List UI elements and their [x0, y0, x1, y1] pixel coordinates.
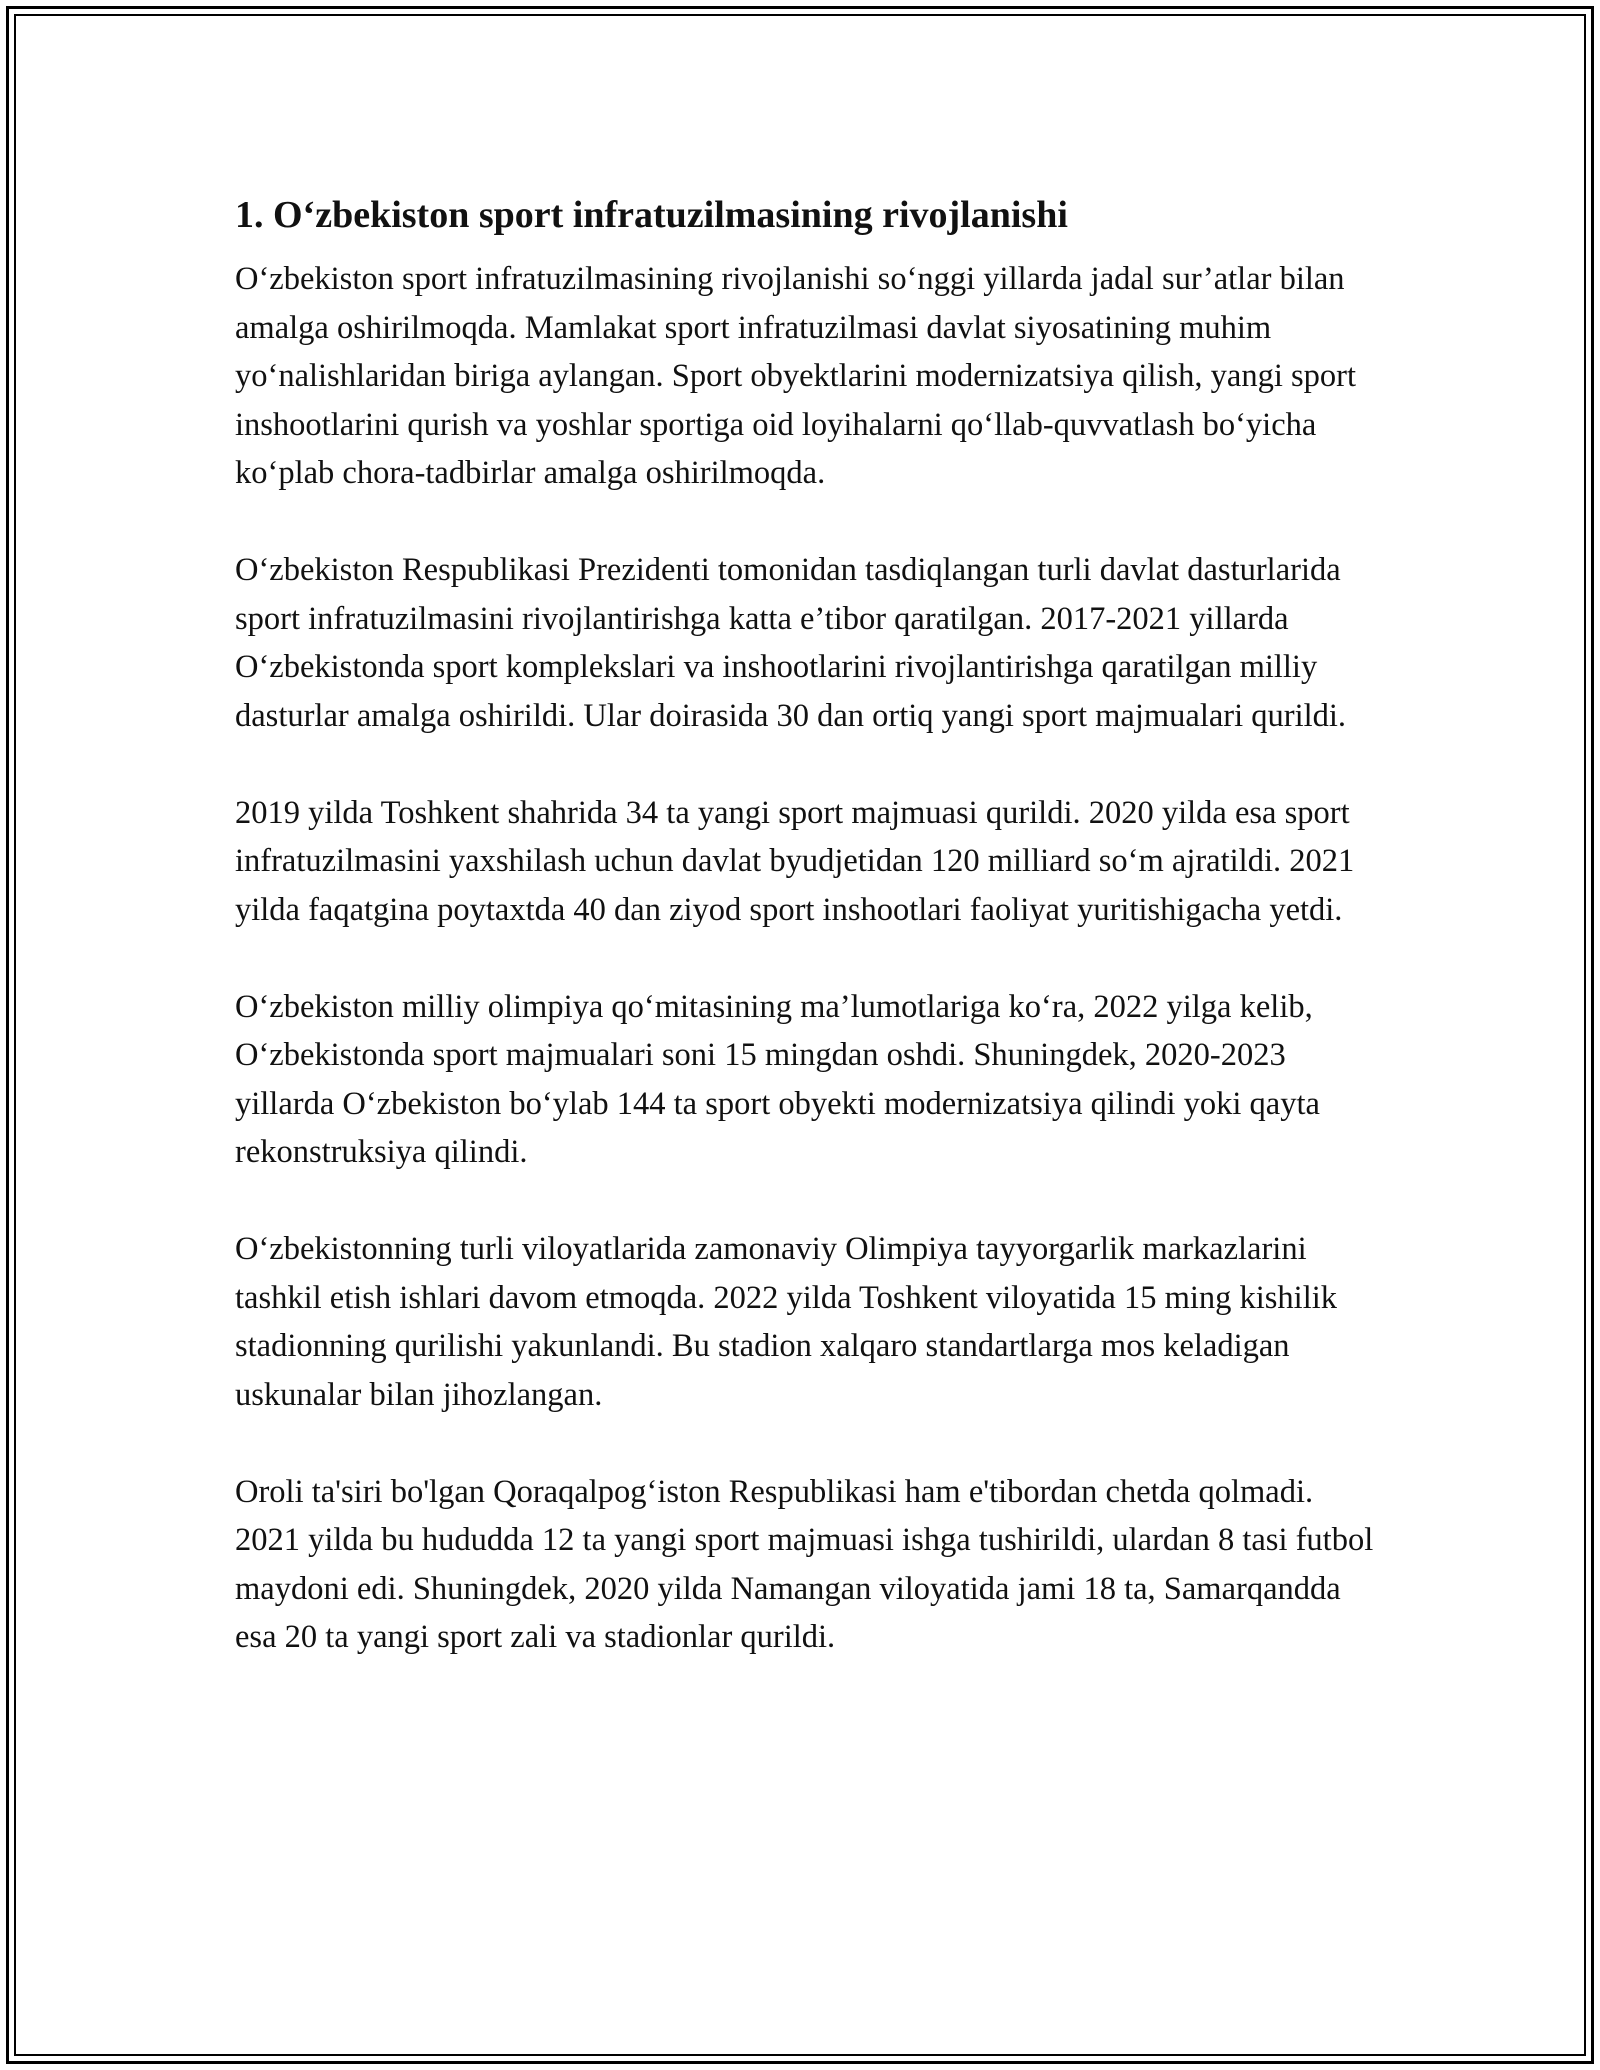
document-body	[235, 188, 1385, 1662]
paragraph-3: 2019 yilda Toshkent shahrida 34 ta yangi sport majmuasi qurildi. 2020 yilda esa sport infratuzilmasini yaxshilash uchun davlat byudjetidan 120 milliard so‘m ajratildi. 2021 yilda faqatgina poytaxtda 40 dan ziyod sport inshootlari faoliyat yuritishigacha yetdi.	[235, 794, 1355, 928]
paragraph-2: O‘zbekiston Respublikasi Prezidenti tomonidan tasdiqlangan turli davlat dasturlarida sport infratuzilmasini rivojlantirishga katta e’tibor qaratilgan. 2017-2021 yillarda O‘zbekistonda sport komplekslari va inshootlarini rivojlantirishga qaratilgan milliy dasturlar amalga oshirildi. Ular doirasida 30 dan ortiq yangi sport majmualari qurildi.	[235, 552, 1347, 734]
paragraph-5: O‘zbekistonning turli viloyatlarida zamonaviy Olimpiya tayyorgarlik markazlarini tashkil etish ishlari davom etmoqda. 2022 yilda Toshkent viloyatida 15 ming kishilik stadionning qurilishi yakunlandi. Bu stadion xalqaro standartlarga mos keladigan uskunalar bilan jihozlangan.	[235, 1231, 1338, 1413]
paragraph-6: Oroli ta'siri bo'lgan Qoraqalpog‘iston Respublikasi ham e'tibordan chetda qolmadi. 2021 yilda bu hududda 12 ta yangi sport majmuasi ishga tushirildi, ulardan 8 tasi futbol maydoni edi. Shuningdek, 2020 yilda Namangan viloyatida jami 18 ta, Samarqandda esa 20 ta yangi sport zali va stadionlar qurildi.	[235, 1473, 1374, 1655]
paragraph-1: O‘zbekiston sport infratuzilmasining rivojlanishi so‘nggi yillarda jadal sur’atlar bilan amalga oshirilmoqda. Mamlakat sport infratuzilmasi davlat siyosatining muhim yo‘nalishlaridan biriga aylangan. Sport obyektlarini modernizatsiya qilish, yangi sport inshootlarini qurish va yoshlar sportiga oid loyihalarni qo‘llab-quvvatlash bo‘yicha ko‘plab chora-tadbirlar amalga oshirilmoqda.	[235, 261, 1356, 491]
paragraph-4: O‘zbekiston milliy olimpiya qo‘mitasining ma’lumotlariga ko‘ra, 2022 yilga kelib, O‘zbekistonda sport majmualari soni 15 mingdan oshdi. Shuningdek, 2020-2023 yillarda O‘zbekiston bo‘ylab 144 ta sport obyekti modernizatsiya qilindi yoki qayta rekonstruksiya qilindi.	[235, 988, 1320, 1170]
section-heading: 1. O‘zbekiston sport infratuzilmasining rivojlanishi	[235, 194, 1068, 236]
